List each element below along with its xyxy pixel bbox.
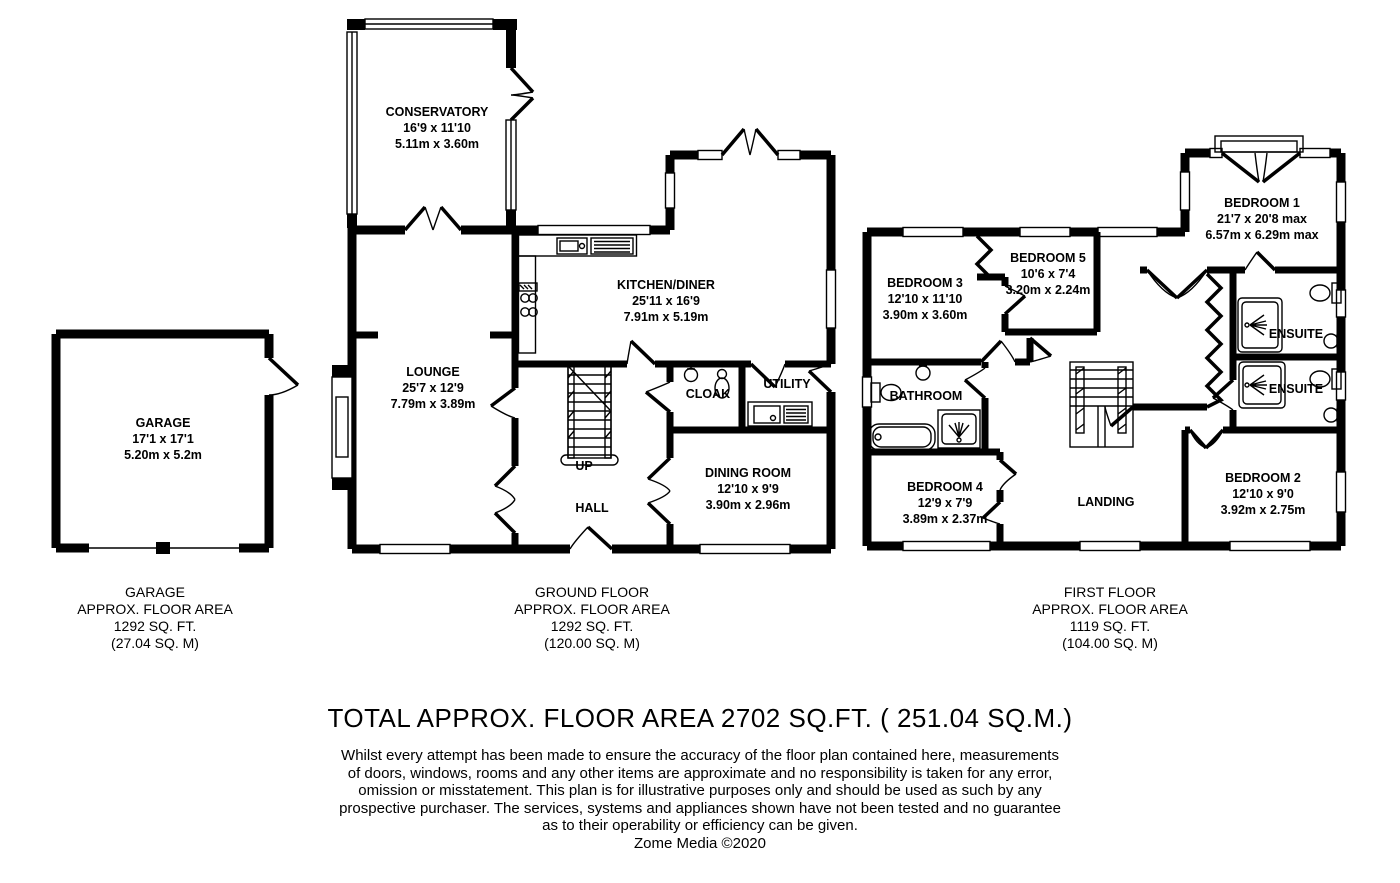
lounge-door-leaf xyxy=(491,388,515,406)
garage-caption: GARAGE APPROX. FLOOR AREA 1292 SQ. FT. (27.04 SQ. M) xyxy=(77,584,233,651)
bedroom3-window xyxy=(903,228,963,237)
bedroom3-bifold-door xyxy=(977,236,991,278)
bathroom-sink xyxy=(916,366,930,380)
disclaimer-text: Whilst every attempt has been made to ensure the accuracy of the floor plan contained here, measurements of doors, windows, rooms and any other items are approximate and no responsibility is taken for any error, omission or misstatement. This plan is for illustrative purposes only and should be used as such by any prospective purchaser. The services, systems and appliances shown have not been tested and no guarantee as to their operability or efficiency can be given. Zome Media ©2020 xyxy=(339,747,1061,852)
room-label-bedroom3: BEDROOM 3 12'10 x 11'10 3.90m x 3.60m xyxy=(882,276,968,322)
room-label-utility: UTILITY xyxy=(763,377,811,391)
ensuite-lower-sink xyxy=(1324,408,1338,422)
ensuite-upper-sink xyxy=(1324,334,1338,348)
dining-window xyxy=(700,545,790,554)
kitchen-door-leaf xyxy=(631,341,655,364)
landing-bottom-window xyxy=(1080,542,1140,551)
room-label-cloak: CLOAK xyxy=(685,387,731,401)
front-door-leaf xyxy=(588,527,612,549)
kitchen-nw-window xyxy=(538,226,650,235)
bedroom2-window xyxy=(1230,542,1310,551)
room-label-bedroom5: BEDROOM 5 10'6 x 7'4 3.20m x 2.24m xyxy=(1005,251,1091,297)
staircase-first-floor xyxy=(1070,362,1133,447)
landing-corridor-door-leaf xyxy=(1111,407,1133,426)
staircase-up xyxy=(561,366,618,465)
room-label-hall: HALL xyxy=(575,501,609,515)
bedroom1-balcony xyxy=(1215,136,1303,152)
utility-sink xyxy=(754,406,780,423)
bathroom-door-leaf xyxy=(965,380,985,398)
first-floor-caption: FIRST FLOOR APPROX. FLOOR AREA 1119 SQ. FT. (104.00 SQ. M) xyxy=(1032,584,1188,651)
bedroom1-right-window xyxy=(1337,182,1346,222)
room-label-bedroom4: BEDROOM 4 12'9 x 7'9 3.89m x 2.37m xyxy=(902,480,988,526)
room-label-ensuite-lower: ENSUITE xyxy=(1268,382,1324,396)
room-label-landing: LANDING xyxy=(1077,495,1135,509)
utility-fixtures xyxy=(748,402,812,426)
lounge-window xyxy=(380,545,450,554)
lounge-chimney xyxy=(332,365,352,490)
utility-back-door-leaf xyxy=(809,371,831,392)
bathroom-fixtures xyxy=(869,366,980,450)
room-label-dining-room: DINING ROOM 12'10 x 9'9 3.90m x 2.96m xyxy=(704,466,792,512)
room-label-bedroom2: BEDROOM 2 12'10 x 9'0 3.92m x 2.75m xyxy=(1220,471,1306,517)
landing-top-window xyxy=(1098,228,1157,237)
bedroom4-window xyxy=(903,542,990,551)
bedroom4-door-leaf xyxy=(1000,460,1016,474)
lounge-double-doors xyxy=(495,466,515,533)
bedroom5-window xyxy=(1020,228,1070,237)
front-door-arc xyxy=(570,527,588,549)
conservatory-inner-doors xyxy=(405,207,461,230)
media-credit: Zome Media ©2020 xyxy=(634,834,766,852)
ensuite-upper-door-leaf xyxy=(1257,252,1275,270)
bedroom1-double-doors xyxy=(1147,270,1207,298)
ground-floor-caption: GROUND FLOOR APPROX. FLOOR AREA 1292 SQ. FT. (120.00 SQ. M) xyxy=(514,584,670,651)
bedroom2-side-window xyxy=(1337,472,1346,512)
room-label-garage: GARAGE 17'1 x 17'1 5.20m x 5.2m xyxy=(124,416,202,462)
kitchen-left-window xyxy=(666,173,675,208)
cloak-door-leaf xyxy=(646,392,670,412)
room-label-conservatory: CONSERVATORY 16'9 x 11'10 5.11m x 3.60m xyxy=(385,105,489,151)
room-label-ensuite-upper: ENSUITE xyxy=(1268,327,1324,341)
bedroom1-left-window xyxy=(1181,172,1190,210)
kitchen-french-doors xyxy=(722,129,778,155)
kitchen-top-window-right xyxy=(778,151,800,160)
bedroom5-door-leaf xyxy=(1005,296,1025,314)
bedroom3-door-leaf xyxy=(981,341,1001,362)
room-label-bedroom1: BEDROOM 1 21'7 x 20'8 max 6.57m x 6.29m max xyxy=(1205,196,1319,242)
garage-door-stop xyxy=(156,542,170,554)
garage-side-door-arc xyxy=(269,385,298,395)
room-label-bathroom: BATHROOM xyxy=(889,389,963,403)
cloak-sink xyxy=(685,369,698,382)
garage-side-door-leaf xyxy=(269,358,298,385)
room-label-up: UP xyxy=(575,459,593,473)
ensuite-lower-door-leaf xyxy=(1213,380,1233,398)
room-label-kitchen-diner: KITCHEN/DINER 25'11 x 16'9 7.91m x 5.19m xyxy=(617,278,715,324)
bathroom-window xyxy=(863,377,872,407)
room-label-lounge: LOUNGE 25'7 x 12'9 7.79m x 3.89m xyxy=(390,365,476,411)
ensuite-upper-toilet xyxy=(1310,285,1330,301)
bedroom1-french-doors xyxy=(1222,153,1300,182)
bedroom1-wardrobes xyxy=(1207,274,1221,407)
total-floor-area: TOTAL APPROX. FLOOR AREA 2702 SQ.FT. ( 251.04 SQ.M.) xyxy=(327,703,1073,733)
kitchen-top-window-left xyxy=(698,151,722,160)
kitchen-hob xyxy=(519,283,537,316)
kitchen-side-window xyxy=(827,270,836,328)
dining-double-doors xyxy=(648,458,670,524)
